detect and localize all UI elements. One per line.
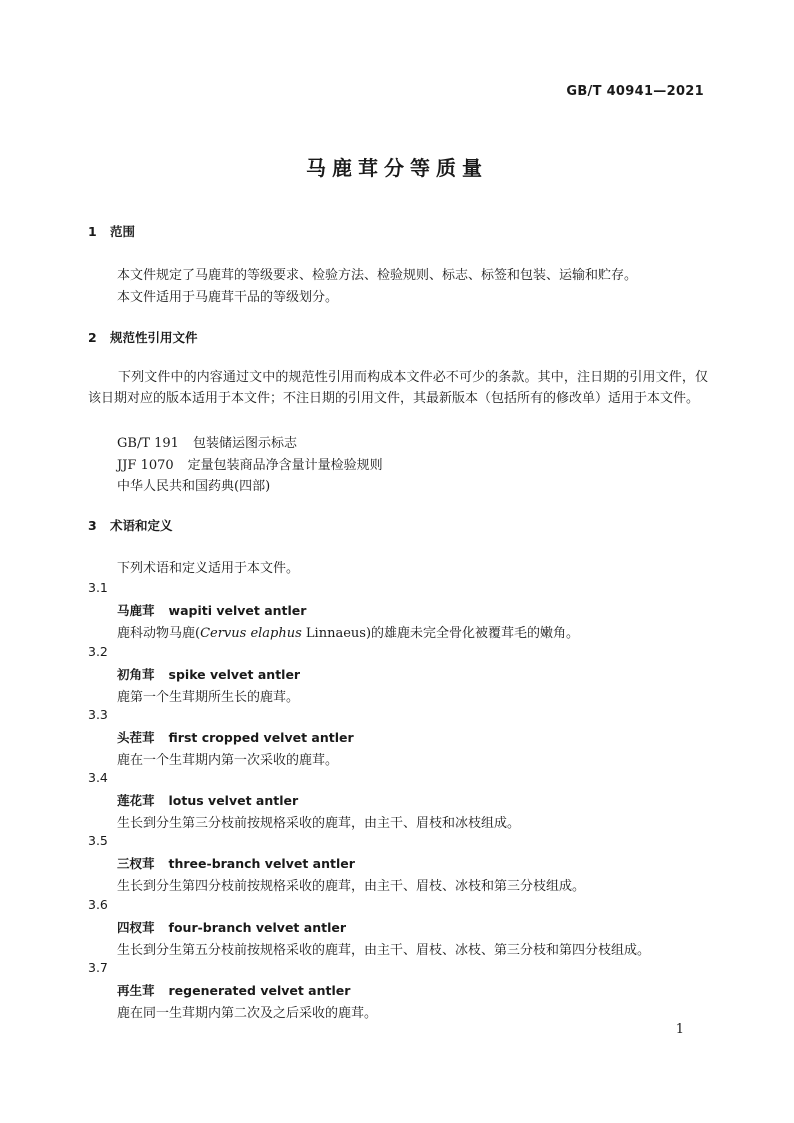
term-zh: 再生茸 xyxy=(117,983,155,998)
clause-number: 3.4 xyxy=(88,770,108,785)
term-zh: 头茬茸 xyxy=(117,730,155,745)
term-en: first cropped velvet antler xyxy=(168,730,354,745)
latin-name: Cervus elaphus xyxy=(200,626,302,641)
term-definition: 鹿在一个生茸期内第一次采收的鹿茸。 xyxy=(117,753,339,768)
term-en: four-branch velvet antler xyxy=(168,920,346,935)
term-zh: 四杈茸 xyxy=(117,920,155,935)
section-title: 规范性引用文件 xyxy=(110,330,198,345)
term-en: lotus velvet antler xyxy=(168,793,299,808)
term-entry xyxy=(117,601,306,619)
clause-number: 3.2 xyxy=(88,644,108,659)
section-title: 术语和定义 xyxy=(110,518,173,533)
term-definition: 鹿第一个生茸期所生长的鹿茸。 xyxy=(117,690,300,705)
section-2-heading xyxy=(88,328,198,346)
section-2-intro: 下列文件中的内容通过文中的规范性引用而构成本文件必不可少的条款。其中，注日期的引用文件，仅该日期对应的版本适用于本文件；不注日期的引用文件，其最新版本（包括所有的修改单）适用于本文件。 xyxy=(88,370,708,406)
term-entry xyxy=(117,791,298,809)
section-3-intro: 下列术语和定义适用于本文件。 xyxy=(117,561,300,576)
definition-text: 鹿科动物马鹿( xyxy=(117,626,201,641)
page-number: 1 xyxy=(675,1022,684,1037)
standard-number: GB/T 40941—2021 xyxy=(566,84,704,99)
term-zh: 莲花茸 xyxy=(117,793,155,808)
reference-item xyxy=(117,432,297,451)
term-entry xyxy=(117,665,300,683)
term-definition: 生长到分生第四分枝前按规格采收的鹿茸，由主干、眉枝、冰枝和第三分枝组成。 xyxy=(117,879,586,894)
section-3-heading xyxy=(88,516,173,534)
reference-item xyxy=(117,475,270,494)
document-title: 马鹿茸分等质量 xyxy=(306,156,488,180)
term-en: spike velvet antler xyxy=(168,667,301,682)
reference-code: JJF 1070 xyxy=(117,458,174,473)
clause-number: 3.7 xyxy=(88,960,108,975)
term-entry xyxy=(117,918,346,936)
term-definition: 鹿在同一生茸期内第二次及之后采收的鹿茸。 xyxy=(117,1006,378,1021)
term-en: three-branch velvet antler xyxy=(168,856,355,871)
section-1-paragraph-2: 本文件适用于马鹿茸干品的等级划分。 xyxy=(117,290,339,305)
section-1-paragraph-1: 本文件规定了马鹿茸的等级要求、检验方法、检验规则、标志、标签和包装、运输和贮存。 xyxy=(117,268,638,283)
clause-number: 3.1 xyxy=(88,580,108,595)
term-definition: 生长到分生第三分枝前按规格采收的鹿茸，由主干、眉枝和冰枝组成。 xyxy=(117,816,521,831)
term-entry xyxy=(117,981,350,999)
reference-code: GB/T 191 xyxy=(117,436,179,451)
term-entry xyxy=(117,728,354,746)
term-en: wapiti velvet antler xyxy=(168,603,307,618)
section-number: 2 xyxy=(88,330,97,345)
clause-number: 3.3 xyxy=(88,707,108,722)
term-definition xyxy=(117,622,579,641)
definition-text: Linnaeus)的雄鹿未完全骨化被覆茸毛的嫩角。 xyxy=(301,626,580,641)
reference-title: 中华人民共和国药典(四部) xyxy=(117,479,271,494)
term-zh: 马鹿茸 xyxy=(117,603,155,618)
term-entry xyxy=(117,854,355,872)
term-zh: 初角茸 xyxy=(117,667,155,682)
section-number: 1 xyxy=(88,224,97,239)
reference-title: 包装储运图示标志 xyxy=(192,436,297,451)
clause-number: 3.6 xyxy=(88,897,108,912)
section-number: 3 xyxy=(88,518,97,533)
term-definition: 生长到分生第五分枝前按规格采收的鹿茸，由主干、眉枝、冰枝、第三分枝和第四分枝组成。 xyxy=(117,943,651,958)
section-title: 范围 xyxy=(110,224,136,239)
term-en: regenerated velvet antler xyxy=(168,983,351,998)
term-zh: 三杈茸 xyxy=(117,856,155,871)
clause-number: 3.5 xyxy=(88,833,108,848)
reference-item xyxy=(117,454,383,473)
section-1-heading xyxy=(88,222,135,240)
reference-title: 定量包装商品净含量计量检验规则 xyxy=(187,458,383,473)
